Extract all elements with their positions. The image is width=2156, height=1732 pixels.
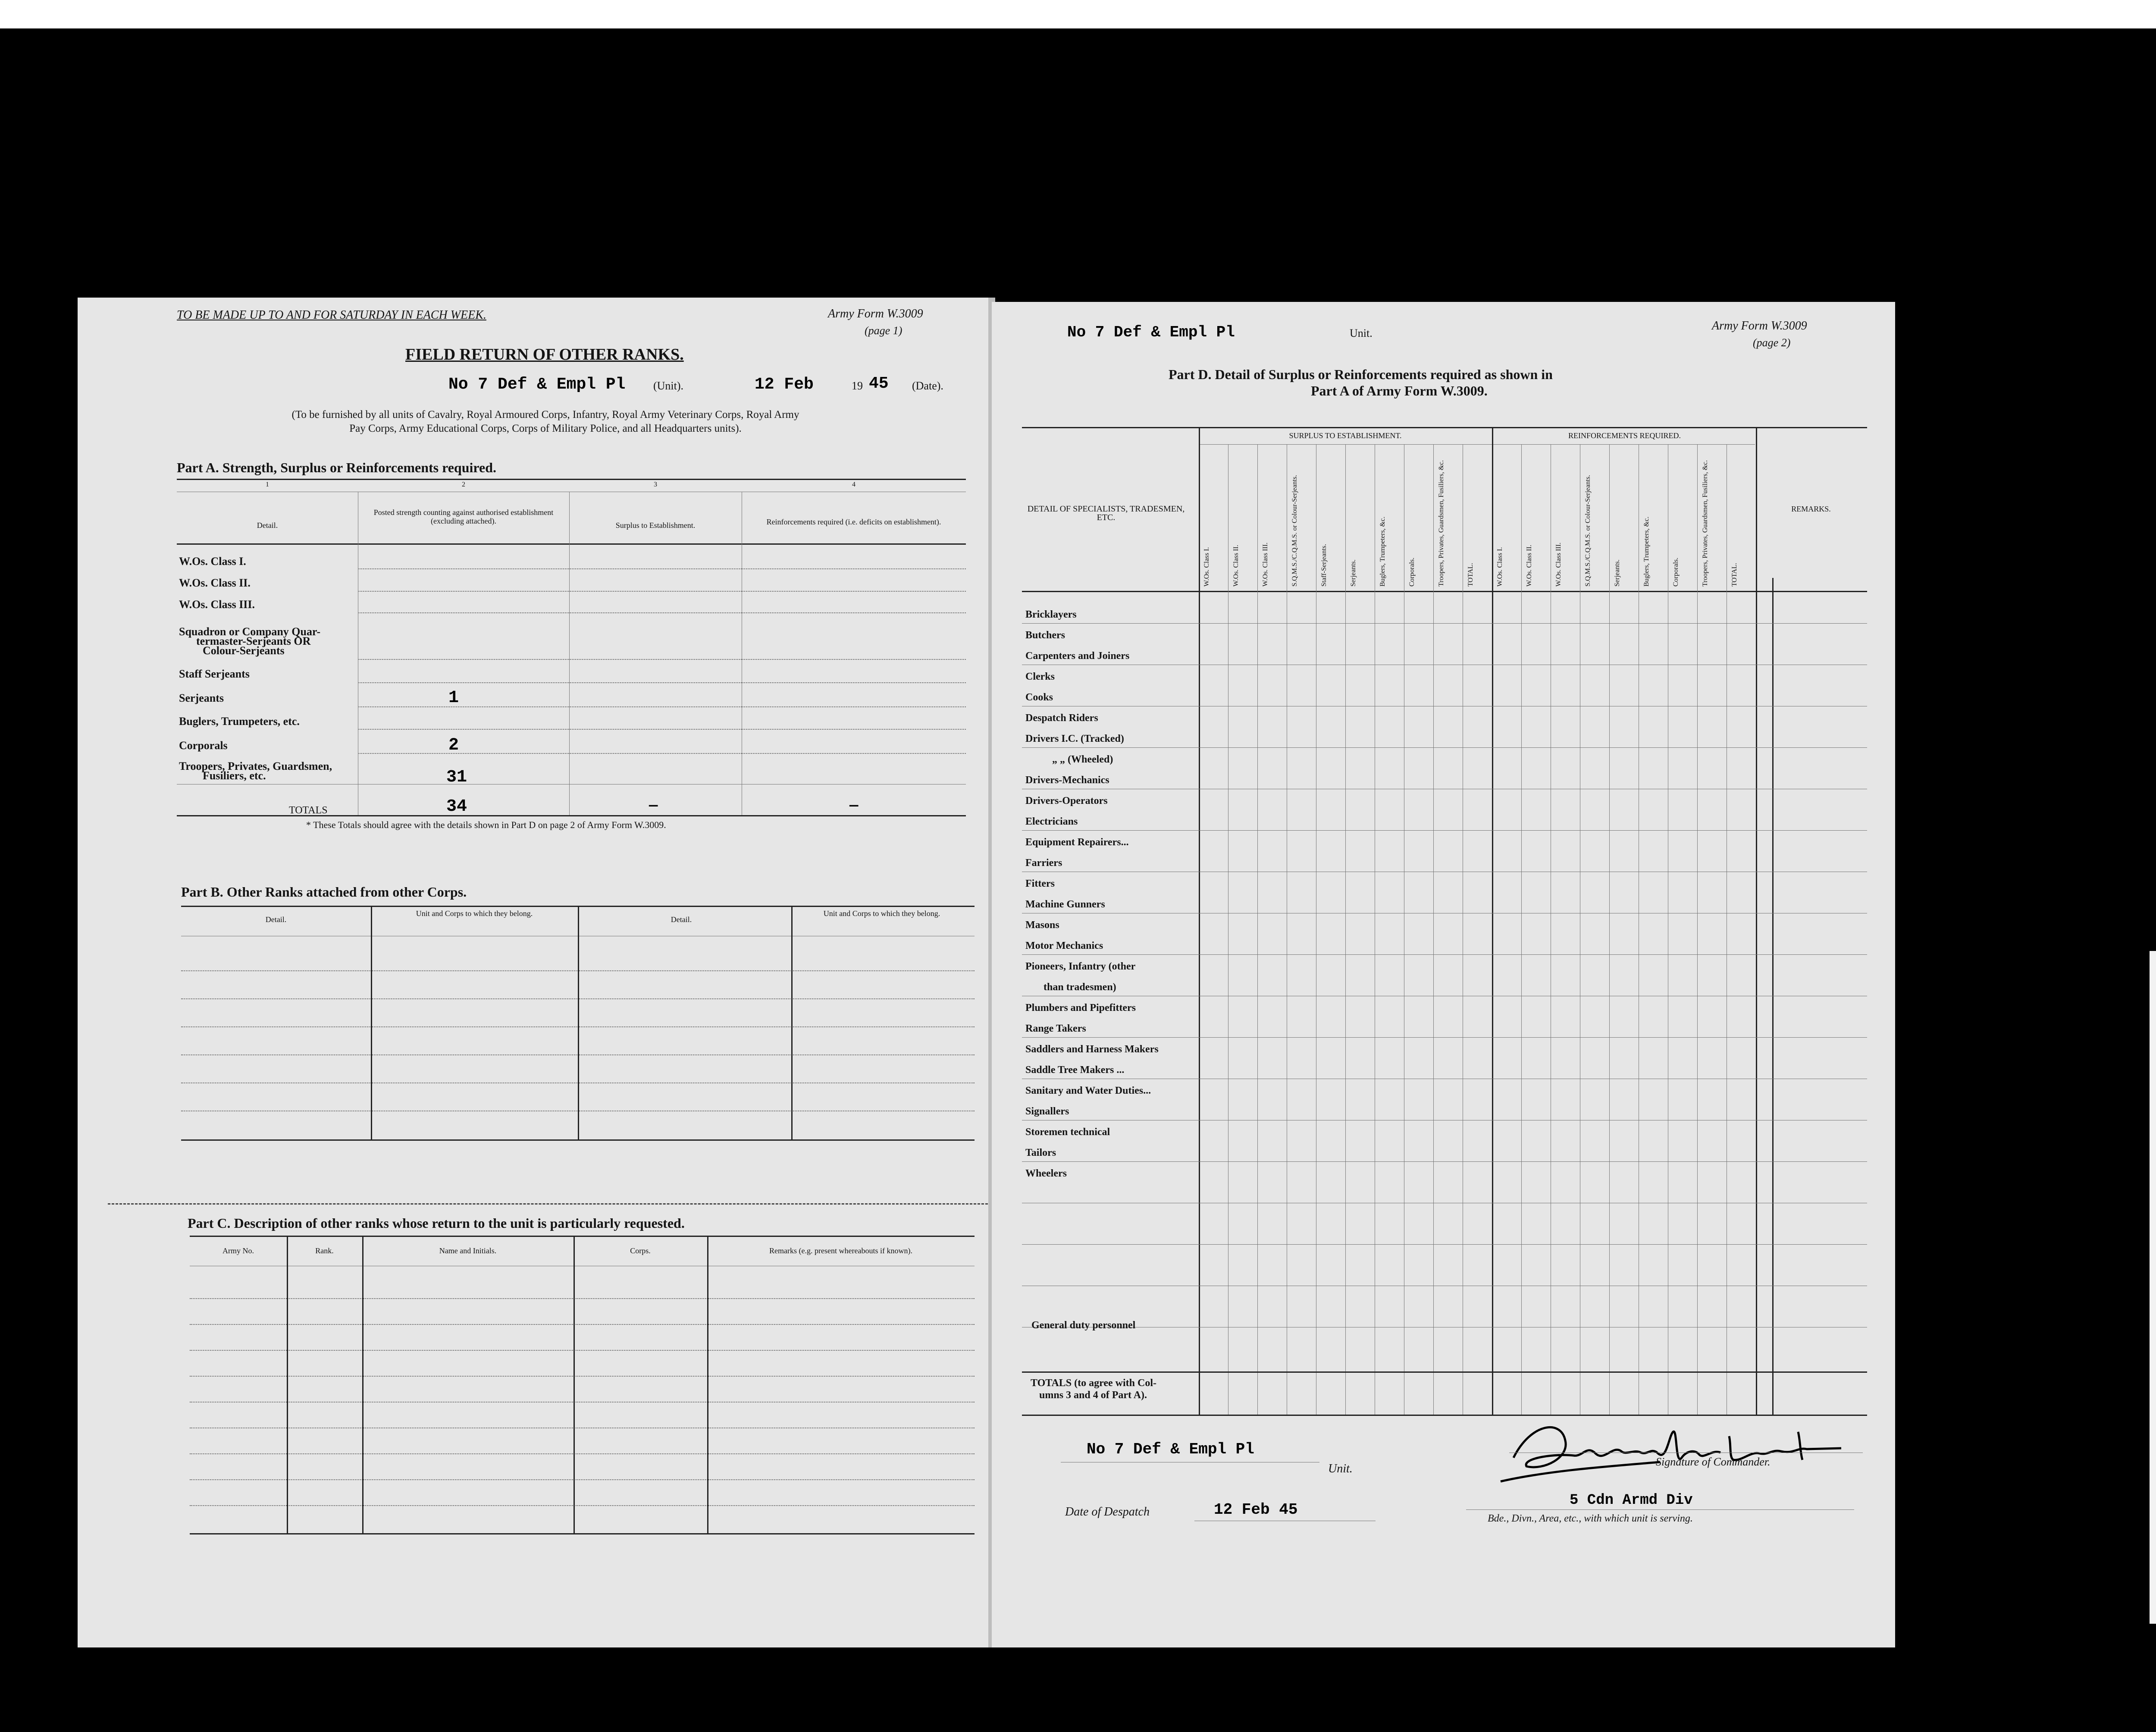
col-divider	[578, 906, 579, 1139]
rank-col-header: S.Q.M.S./C.Q.M.S. or Colour-Serjeants.	[1291, 475, 1298, 587]
page-number: (page 1)	[865, 324, 903, 337]
date-label: (Date).	[912, 380, 943, 392]
row-line	[1022, 954, 1867, 955]
part-b-col-header: Detail.	[265, 915, 287, 924]
rank-col-header: W.Os. Class I.	[1203, 547, 1210, 587]
col-divider	[1609, 444, 1610, 1415]
rule	[177, 479, 966, 480]
row-line	[190, 1479, 975, 1480]
rank-col-header: W.Os. Class II.	[1232, 545, 1240, 587]
part-c-col-header: Army No.	[222, 1246, 254, 1255]
rank-col-header: Staff-Serjeants.	[1320, 544, 1328, 587]
row-label: W.Os. Class III.	[179, 598, 255, 611]
part-c-col-header: Corps.	[630, 1246, 651, 1255]
row-label: Colour-Serjeants	[203, 644, 285, 657]
row-line	[190, 1505, 975, 1506]
trade-label: Butchers	[1025, 630, 1065, 641]
row-label: W.Os. Class I.	[179, 555, 246, 568]
trade-label: Drivers-Operators	[1025, 795, 1108, 806]
part-c-col-header: Rank.	[315, 1246, 334, 1255]
totals-label-p2-2: umns 3 and 4 of Part A).	[1039, 1390, 1147, 1401]
row-label: Staff Serjeants	[179, 668, 250, 680]
row-line	[358, 591, 966, 592]
col-header-reinforcements: Reinforcements required (i.e. deficits on establishment).	[766, 518, 941, 526]
form-page-2	[992, 302, 1895, 1647]
rank-col-header: W.Os. Class III.	[1555, 542, 1562, 587]
trade-label: Despatch Riders	[1025, 712, 1098, 724]
row-line	[190, 1350, 975, 1351]
trade-label: Range Takers	[1025, 1023, 1086, 1034]
trade-label: Storemen technical	[1025, 1126, 1110, 1138]
row-line	[1022, 623, 1867, 624]
col-divider	[1492, 427, 1493, 1415]
trade-label: Signallers	[1025, 1106, 1069, 1117]
row-label: W.Os. Class II.	[179, 577, 251, 589]
col-divider	[1199, 427, 1200, 1415]
col-divider	[1756, 427, 1757, 1415]
part-a-heading: Part A. Strength, Surplus or Reinforcements required.	[177, 460, 497, 475]
form-id: Army Form W.3009	[828, 307, 923, 320]
unit-stamp-bottom: No 7 Def & Empl Pl	[1087, 1440, 1254, 1458]
trade-label: Cooks	[1025, 692, 1053, 703]
part-d-heading-2: Part A of Army Form W.3009.	[1311, 383, 1488, 398]
serjeants-value: 1	[448, 688, 459, 708]
trade-label: Plumbers and Pipefitters	[1025, 1002, 1136, 1013]
col-divider	[371, 906, 372, 1139]
unit-stamp: No 7 Def & Empl Pl	[448, 375, 626, 394]
rank-col-header: Troopers, Privates, Guardsmen, Fusiliers, &c.	[1702, 460, 1709, 587]
date-stamp: 12 Feb	[755, 375, 814, 394]
row-line	[358, 706, 966, 707]
part-d-heading: Part D. Detail of Surplus or Reinforcements required as shown in	[1169, 367, 1553, 382]
rule	[1466, 1509, 1854, 1510]
rank-col-header: TOTAL.	[1731, 563, 1738, 587]
part-b-col-header: Unit and Corps to which they belong.	[416, 909, 533, 918]
instructions-line-2: Pay Corps, Army Educational Corps, Corps of Military Police, and all Headquarters units).	[349, 423, 742, 434]
page-number-p2: (page 2)	[1753, 336, 1791, 349]
formation-stamp: 5 Cdn Armd Div	[1570, 1492, 1693, 1509]
year-stamp: 45	[869, 374, 889, 393]
col-divider	[573, 1236, 575, 1533]
row-line	[190, 1298, 975, 1299]
row-label: Fusiliers, etc.	[203, 769, 266, 782]
trade-label: Pioneers, Infantry (other	[1025, 961, 1136, 972]
rank-col-header: Serjeants.	[1614, 559, 1621, 587]
rule	[190, 1236, 975, 1237]
row-line	[190, 1376, 975, 1377]
trade-label: Masons	[1025, 919, 1059, 931]
trade-label: than tradesmen)	[1044, 982, 1116, 993]
trade-label: Farriers	[1025, 857, 1062, 869]
part-b-heading: Part B. Other Ranks attached from other Corps.	[181, 884, 467, 900]
trade-label: Bricklayers	[1025, 609, 1077, 620]
unit-label: (Unit).	[653, 380, 684, 392]
row-label: Squadron or Company Quar-	[179, 625, 321, 638]
rank-col-header: Buglers, Trumpeters, &c.	[1643, 516, 1650, 587]
rule	[177, 543, 966, 545]
trade-label: Drivers I.C. (Tracked)	[1025, 733, 1124, 744]
trade-label: Electricians	[1025, 816, 1078, 827]
col-number: 3	[654, 481, 657, 488]
trade-label: Motor Mechanics	[1025, 940, 1103, 951]
row-line	[358, 659, 966, 660]
row-line	[1022, 1037, 1867, 1038]
col-divider	[569, 492, 570, 815]
corporals-value: 2	[448, 736, 459, 755]
rank-col-header: Buglers, Trumpeters, &c.	[1379, 516, 1386, 587]
part-c-col-header: Remarks (e.g. present whereabouts if known).	[769, 1246, 912, 1255]
rule	[1022, 591, 1867, 592]
rank-col-header: W.Os. Class II.	[1526, 545, 1533, 587]
col-header-detail: Detail.	[257, 521, 278, 530]
trade-label: Sanitary and Water Duties...	[1025, 1085, 1151, 1096]
col-divider	[1697, 444, 1698, 1415]
unit-stamp-top: No 7 Def & Empl Pl	[1067, 323, 1235, 341]
instructions-line-1: (To be furnished by all units of Cavalry, Royal Armoured Corps, Infantry, Royal Army Veterinary Corps, Royal Army	[291, 409, 799, 420]
row-line	[358, 612, 966, 613]
col-divider	[707, 1236, 708, 1533]
row-line	[1022, 1161, 1867, 1162]
row-label: Buglers, Trumpeters, etc.	[179, 715, 300, 728]
trade-label: Wheelers	[1025, 1168, 1067, 1179]
part-c-col-header: Name and Initials.	[439, 1246, 497, 1255]
rank-col-header: Corporals.	[1408, 557, 1416, 587]
row-line	[358, 753, 966, 754]
despatch-stamp: 12 Feb 45	[1214, 1501, 1298, 1519]
commander-signature	[1496, 1406, 1867, 1492]
rank-col-header: TOTAL.	[1467, 563, 1474, 587]
trade-label: Drivers-Mechanics	[1025, 775, 1109, 786]
rank-col-header: W.Os. Class III.	[1262, 542, 1269, 587]
row-line	[190, 1453, 975, 1454]
form-id-p2: Army Form W.3009	[1712, 319, 1807, 333]
row-label: Serjeants	[179, 692, 224, 704]
col-divider	[1257, 444, 1258, 1415]
row-line	[1022, 830, 1867, 831]
col-divider	[1345, 444, 1346, 1415]
rule	[1022, 1371, 1867, 1373]
cut-line	[108, 1203, 992, 1205]
trade-label: Saddlers and Harness Makers	[1025, 1044, 1159, 1055]
col-divider	[362, 1236, 364, 1533]
trade-label: Tailors	[1025, 1147, 1056, 1158]
general-duty-label: General duty personnel	[1031, 1320, 1136, 1331]
part-b-col-header: Detail.	[671, 915, 692, 924]
row-line	[190, 1324, 975, 1325]
row-label: Troopers, Privates, Guardsmen,	[179, 760, 332, 772]
rank-col-header: Troopers, Privates, Guardsmen, Fusiliers, &c.	[1438, 460, 1445, 587]
form-page-1	[78, 298, 992, 1647]
unit-label-bottom: Unit.	[1328, 1462, 1353, 1475]
trade-label: „ „ (Wheeled)	[1052, 754, 1113, 765]
totals-value: 34	[446, 797, 467, 816]
totals-label-p2: TOTALS (to agree with Col-	[1031, 1377, 1156, 1389]
trade-label: Fitters	[1025, 878, 1055, 889]
col-divider	[791, 906, 793, 1139]
trade-label: Saddle Tree Makers ...	[1025, 1064, 1125, 1076]
despatch-label: Date of Despatch	[1065, 1505, 1150, 1519]
rule	[177, 815, 966, 816]
detail-header: DETAIL OF SPECIALISTS, TRADESMEN, ETC.	[1027, 504, 1185, 522]
reinforcements-header: REINFORCEMENTS REQUIRED.	[1568, 431, 1681, 440]
rank-col-header: S.Q.M.S./C.Q.M.S. or Colour-Serjeants.	[1584, 475, 1592, 587]
form-title: FIELD RETURN OF OTHER RANKS.	[405, 345, 684, 364]
rule	[190, 1533, 975, 1534]
trade-label: Carpenters and Joiners	[1025, 650, 1130, 662]
top-note: TO BE MADE UP TO AND FOR SATURDAY IN EACH WEEK.	[177, 308, 486, 322]
col-divider	[287, 1236, 288, 1533]
rule	[1022, 427, 1867, 428]
part-c-heading: Part C. Description of other ranks whose return to the unit is particularly requested.	[188, 1215, 685, 1231]
col-number: 2	[462, 481, 465, 488]
col-divider	[1772, 578, 1774, 1415]
reference-card	[2150, 951, 2156, 1624]
row-line	[190, 1402, 975, 1403]
totals-label: TOTALS	[289, 805, 328, 816]
rank-col-header: W.Os. Class I.	[1496, 547, 1504, 587]
signature-label: Signature of Commander.	[1656, 1456, 1771, 1468]
col-number: 1	[266, 481, 269, 488]
unit-label-top: Unit.	[1350, 327, 1373, 339]
rule	[181, 1139, 975, 1141]
row-line	[358, 568, 966, 569]
remarks-header: REMARKS.	[1791, 505, 1831, 513]
troopers-value: 31	[446, 768, 467, 787]
row-line	[1022, 747, 1867, 748]
col-header-surplus: Surplus to Establishment.	[615, 521, 696, 530]
row-line	[358, 682, 966, 683]
col-divider	[1433, 444, 1434, 1415]
reinforcements-total: —	[849, 798, 859, 814]
rank-col-header: Corporals.	[1672, 557, 1680, 587]
rule	[1199, 444, 1755, 445]
row-line	[358, 729, 966, 730]
surplus-total: —	[649, 798, 658, 814]
part-a-footnote: * These Totals should agree with the details shown in Part D on page 2 of Army Form W.3009.	[306, 819, 666, 830]
row-line	[1022, 1244, 1867, 1245]
surplus-header: SURPLUS TO ESTABLISHMENT.	[1289, 431, 1402, 440]
row-label: termaster-Serjeants OR	[196, 635, 311, 647]
rank-col-header: Serjeants.	[1350, 559, 1357, 587]
trade-label: Equipment Repairers...	[1025, 837, 1129, 848]
part-b-col-header: Unit and Corps to which they belong.	[823, 909, 940, 918]
col-divider	[1521, 444, 1522, 1415]
trade-label: Machine Gunners	[1025, 899, 1105, 910]
trade-label: Clerks	[1025, 671, 1055, 682]
col-number: 4	[852, 481, 856, 488]
formation-label: Bde., Divn., Area, etc., with which unit is serving.	[1488, 1513, 1693, 1524]
col-header-posted: Posted strength counting against authorised establishment (excluding attached).	[373, 508, 554, 525]
row-label: Corporals	[179, 739, 228, 752]
year-prefix: 19	[852, 380, 863, 392]
